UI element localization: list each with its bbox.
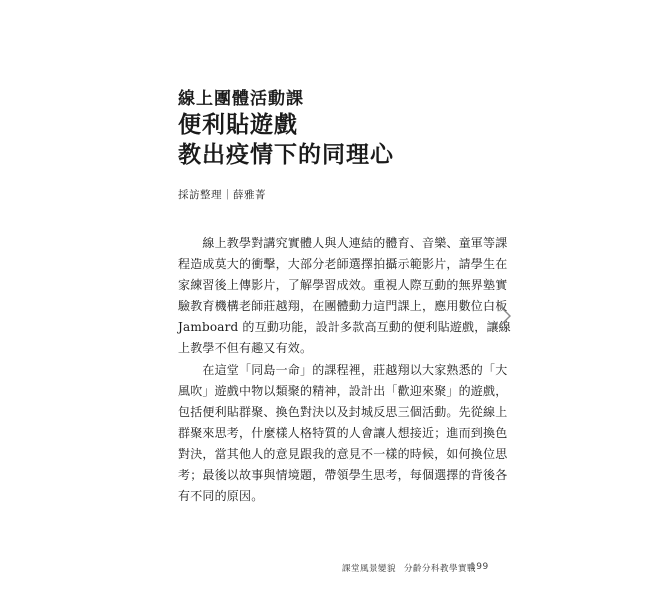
paragraph-line: 有不同的原因。	[178, 489, 264, 504]
paragraph-line: 考；最後以故事與情境題，帶領學生思考，每個選擇的背後各	[178, 468, 508, 483]
chevron-right-icon	[495, 303, 515, 329]
paragraph-line: 驗教育機構老師莊越翔，在團體動力這門課上，應用數位白板	[178, 299, 508, 314]
paragraph-line: 家練習後上傳影片，了解學習成效。重視人際互動的無界塾實	[178, 278, 508, 293]
paragraph-line: 風吹」遊戲中物以類聚的精神，設計出「歡迎來聚」的遊戲，	[178, 383, 508, 398]
footer-section-name: 課堂風景變貌	[342, 564, 397, 574]
paragraph-line: 上教學不但有趣又有效。	[178, 341, 313, 356]
headline-line-1: 便利貼遊戲	[178, 111, 298, 138]
paragraph-line: 包括便利貼群聚、換色對決以及封城反思三個活動。先從線上	[178, 404, 508, 419]
next-page-button[interactable]	[495, 303, 515, 329]
page-number: 199	[470, 562, 489, 572]
byline: 採訪整理｜薛雅菁	[178, 189, 266, 201]
headline-line-2: 教出疫情下的同理心	[178, 141, 394, 168]
paragraph-2	[178, 360, 508, 508]
paragraph-line: 群聚來思考，什麼樣人格特質的人會讓人想接近；進而到換色	[178, 425, 508, 440]
section-title: 線上團體活動課	[178, 89, 304, 109]
paragraph-line: 對決，當其他人的意見跟我的意見不一樣的時候，如何換位思	[178, 446, 508, 461]
paragraph-1	[178, 233, 511, 360]
paragraph-line: 程造成莫大的衝擊，大部分老師選擇拍攝示範影片，請學生在	[178, 257, 508, 272]
paragraph-line: 在這堂「同島一命」的課程裡，莊越翔以大家熟悉的「大	[178, 362, 508, 377]
article-body	[178, 233, 511, 507]
paragraph-line: Jamboard 的互動功能，設計多款高互動的便利貼遊戲，讓線	[178, 320, 511, 335]
paragraph-line: 線上教學對講究實體人與人連結的體育、音樂、童軍等課	[178, 236, 508, 250]
footer-book-title: 分齡分科教學實戰	[404, 564, 477, 574]
